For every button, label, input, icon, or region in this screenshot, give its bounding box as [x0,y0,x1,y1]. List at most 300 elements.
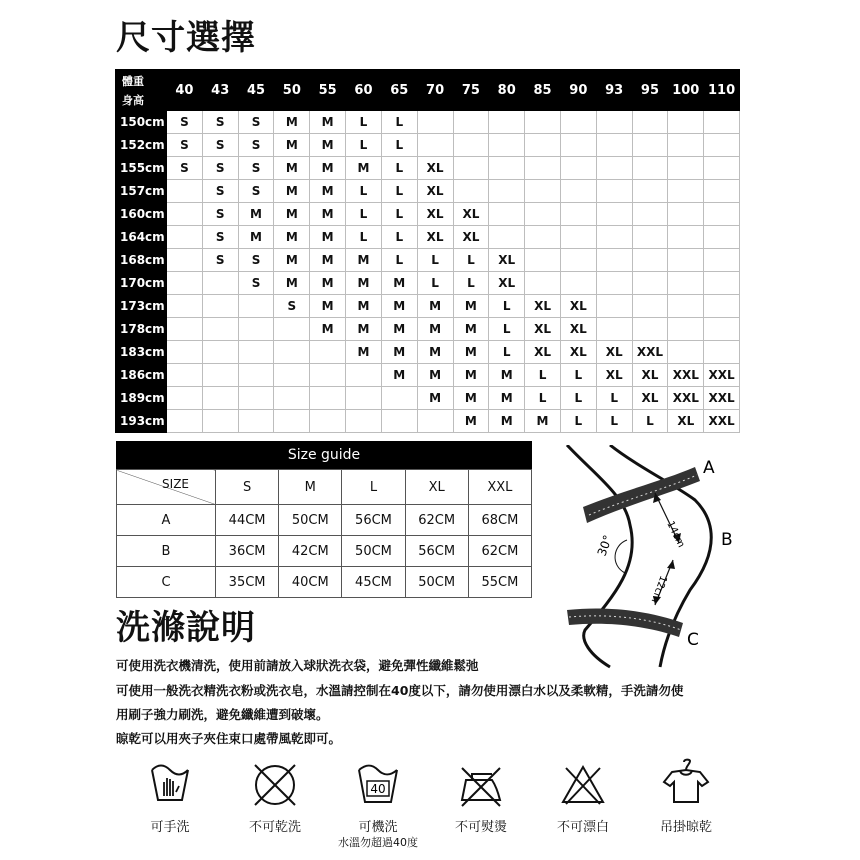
size-chart-row [116,134,740,157]
size-cell [668,295,704,318]
size-cell: M [346,295,382,318]
size-cell [489,111,525,134]
size-cell: XXL [668,364,704,387]
size-cell [668,341,704,364]
size-cell: M [417,341,453,364]
size-cell [346,387,382,410]
size-cell: L [417,272,453,295]
size-chart-row [116,364,740,387]
size-cell: S [238,111,274,134]
size-cell: M [381,341,417,364]
size-cell: M [417,318,453,341]
size-guide-cell: 56CM [342,505,405,536]
size-cell [238,364,274,387]
size-cell [274,387,310,410]
no-dry-clean-icon [252,762,298,808]
size-cell: M [310,180,346,203]
size-section-title: 尺寸選擇 [116,18,256,58]
size-cell [525,134,561,157]
size-guide-title: Size guide [116,441,532,469]
size-cell: XL [417,226,453,249]
size-chart-header-row [116,70,740,111]
size-chart-row [116,318,740,341]
size-cell [310,387,346,410]
size-cell [596,318,632,341]
height-row-header: 183cm [116,341,167,364]
size-cell [202,387,238,410]
size-cell: XXL [704,364,740,387]
size-cell [668,272,704,295]
size-cell [560,134,596,157]
height-row-header: 193cm [116,410,167,433]
size-cell [453,134,489,157]
size-cell [381,387,417,410]
size-cell: S [167,157,203,180]
size-cell [704,203,740,226]
size-cell [525,203,561,226]
size-cell: M [274,272,310,295]
size-cell [489,180,525,203]
size-guide-col-header: S [216,470,279,505]
size-guide-cell: 62CM [405,505,468,536]
size-guide-cell: 40CM [279,567,342,598]
size-cell [668,203,704,226]
size-cell: S [202,134,238,157]
size-cell: M [274,157,310,180]
size-cell [381,410,417,433]
size-cell [167,341,203,364]
size-cell [596,249,632,272]
size-cell: M [274,111,310,134]
size-cell [704,134,740,157]
size-guide-cell: 62CM [468,536,531,567]
size-cell [632,226,668,249]
care-label-no-dry-clean: 不可乾洗 [248,820,301,835]
size-guide-table [116,441,532,598]
size-cell: M [310,111,346,134]
size-cell: S [274,295,310,318]
size-cell: M [489,364,525,387]
size-cell [668,226,704,249]
size-cell [202,318,238,341]
size-cell: M [489,410,525,433]
size-cell [632,272,668,295]
size-cell: XL [417,157,453,180]
size-cell: L [560,410,596,433]
size-cell: M [525,410,561,433]
size-cell: M [274,180,310,203]
size-cell: L [346,111,382,134]
size-guide-row [117,536,532,567]
size-cell: XL [632,364,668,387]
size-cell: XL [632,387,668,410]
size-cell: XL [525,341,561,364]
size-cell [668,318,704,341]
size-cell [632,295,668,318]
size-chart-row [116,180,740,203]
weight-col-header: 100 [668,70,704,111]
size-cell: XXL [668,387,704,410]
size-cell: M [310,272,346,295]
size-cell [238,295,274,318]
size-cell: S [202,203,238,226]
size-cell: L [489,341,525,364]
size-cell [167,387,203,410]
size-cell [167,272,203,295]
size-guide-cell: 44CM [216,505,279,536]
size-guide-row [117,505,532,536]
size-cell [167,180,203,203]
size-cell: S [238,272,274,295]
size-cell [167,318,203,341]
size-cell [704,272,740,295]
size-cell: M [346,157,382,180]
size-cell: L [346,134,382,157]
size-cell: M [310,295,346,318]
weight-col-header: 40 [167,70,203,111]
size-cell [704,341,740,364]
height-row-header: 150cm [116,111,167,134]
no-bleach-icon [560,762,606,808]
size-cell: S [202,180,238,203]
height-row-header: 170cm [116,272,167,295]
size-guide-cell: 68CM [468,505,531,536]
size-cell [417,111,453,134]
size-cell: XXL [704,410,740,433]
size-cell: XL [525,295,561,318]
size-cell [167,249,203,272]
size-guide-col-header: M [279,470,342,505]
weight-col-header: 55 [310,70,346,111]
size-cell: M [274,249,310,272]
size-cell [560,226,596,249]
size-cell: XL [560,295,596,318]
size-cell: XL [596,341,632,364]
size-cell: M [238,226,274,249]
size-cell: L [417,249,453,272]
size-cell: S [167,134,203,157]
size-cell [274,410,310,433]
size-cell: M [346,318,382,341]
machine-wash-40-icon [356,762,400,806]
size-cell [489,203,525,226]
wash-line-3: 用刷子強力刷洗，避免纖維遭到破壞。 [116,707,329,722]
size-cell [668,249,704,272]
size-cell: L [346,226,382,249]
size-cell: M [453,318,489,341]
size-cell [596,295,632,318]
size-cell: L [381,180,417,203]
weight-col-header: 90 [560,70,596,111]
size-cell: L [346,180,382,203]
size-cell: M [274,134,310,157]
height-row-header: 189cm [116,387,167,410]
size-cell [525,226,561,249]
height-row-header: 164cm [116,226,167,249]
size-cell [453,157,489,180]
size-cell: L [560,364,596,387]
size-chart-row [116,203,740,226]
size-chart-row [116,157,740,180]
size-cell: L [381,157,417,180]
hand-wash-icon [148,762,192,806]
size-chart-row [116,295,740,318]
size-cell: M [274,203,310,226]
size-cell [632,180,668,203]
size-cell: M [453,364,489,387]
size-cell [346,410,382,433]
size-guide-cell: 45CM [342,567,405,598]
size-cell: L [381,134,417,157]
wash-temp-label: 40 [370,782,386,796]
size-cell [525,180,561,203]
size-cell [560,111,596,134]
size-cell [167,226,203,249]
size-cell [632,111,668,134]
wash-line-2: 可使用一般洗衣精洗衣粉或洗衣皂，水溫請控制在40度以下，請勿使用漂白水以及柔軟精，手洗請勿使 [116,683,684,698]
size-cell [668,180,704,203]
size-cell: L [632,410,668,433]
size-cell [560,180,596,203]
size-guide-corner [117,470,216,505]
size-cell: L [381,226,417,249]
size-cell: M [310,226,346,249]
size-cell [668,134,704,157]
size-cell [704,318,740,341]
wash-line-4: 晾乾可以用夾子夾住束口處帶風乾即可。 [116,731,342,746]
size-cell: S [202,226,238,249]
measure-band-a [583,467,700,523]
size-cell: M [381,364,417,387]
size-cell: XXL [632,341,668,364]
weight-col-header: 60 [346,70,382,111]
size-guide-cell: 35CM [216,567,279,598]
size-cell [202,272,238,295]
size-chart-row [116,111,740,134]
size-cell: M [274,226,310,249]
weight-col-header: 95 [632,70,668,111]
angle-label: 30° [594,533,616,559]
size-guide-row-label: A [117,505,216,536]
size-cell [167,295,203,318]
height-row-header: 152cm [116,134,167,157]
size-cell: M [346,272,382,295]
size-cell: M [381,318,417,341]
size-cell [238,318,274,341]
leg-sleeve-diagram [555,445,755,675]
size-cell: M [381,272,417,295]
size-guide-col-header: XXL [468,470,531,505]
size-cell: XL [489,249,525,272]
lower-length-label: 12cm [648,573,669,605]
size-cell: XL [453,203,489,226]
size-cell [238,410,274,433]
size-cell: M [417,387,453,410]
size-cell [704,226,740,249]
size-cell [202,364,238,387]
size-guide-col-header: L [342,470,405,505]
size-cell: S [202,157,238,180]
size-cell [704,180,740,203]
size-cell: M [310,157,346,180]
size-cell: L [346,203,382,226]
size-cell [238,341,274,364]
weight-col-header: 75 [453,70,489,111]
size-cell: XL [668,410,704,433]
weight-col-header: 45 [238,70,274,111]
wash-section-title: 洗滌說明 [116,608,256,648]
size-cell [596,157,632,180]
size-cell [310,364,346,387]
size-chart-row [116,410,740,433]
size-cell [596,134,632,157]
size-cell: M [346,341,382,364]
height-row-header: 173cm [116,295,167,318]
height-row-header: 168cm [116,249,167,272]
size-cell: L [453,249,489,272]
care-label-machine-wash: 可機洗 [358,820,398,835]
size-cell [632,157,668,180]
size-cell [274,364,310,387]
size-cell: S [238,134,274,157]
wash-line-1: 可使用洗衣機清洗，使用前請放入球狀洗衣袋，避免彈性纖維鬆弛 [116,658,479,673]
size-chart-row [116,341,740,364]
label-b: B [721,530,733,550]
size-cell: XL [489,272,525,295]
size-cell: M [310,134,346,157]
size-cell [274,318,310,341]
size-cell: M [417,295,453,318]
size-guide-cell: 50CM [279,505,342,536]
size-cell: L [525,364,561,387]
size-cell: XXL [704,387,740,410]
size-cell [167,203,203,226]
size-cell [310,410,346,433]
size-cell [704,111,740,134]
size-cell [596,180,632,203]
size-cell [310,341,346,364]
weight-col-header: 85 [525,70,561,111]
size-cell [453,180,489,203]
size-cell [238,387,274,410]
size-cell: M [453,410,489,433]
size-cell [202,295,238,318]
size-cell [632,203,668,226]
size-guide-cell: 42CM [279,536,342,567]
care-sublabel-machine-wash: 水溫勿超過40度 [338,836,418,849]
size-chart-row [116,387,740,410]
size-cell: M [346,249,382,272]
size-cell [704,295,740,318]
weight-col-header: 80 [489,70,525,111]
size-guide-corner-label: SIZE [162,477,189,491]
size-chart-row [116,226,740,249]
size-cell [704,157,740,180]
care-label-hand-wash: 可手洗 [150,820,190,835]
size-cell [596,111,632,134]
size-cell [489,157,525,180]
size-cell: M [453,341,489,364]
size-cell [525,111,561,134]
size-guide-header-row [117,470,532,505]
size-cell: M [310,249,346,272]
angle-arc [615,540,627,573]
size-cell: XL [453,226,489,249]
size-guide-col-header: XL [405,470,468,505]
size-guide-cell: 56CM [405,536,468,567]
size-cell: S [202,111,238,134]
size-cell [167,364,203,387]
size-cell [632,249,668,272]
size-cell [489,134,525,157]
size-cell: L [489,295,525,318]
weight-col-header: 50 [274,70,310,111]
size-chart-table [115,69,740,433]
size-cell [560,272,596,295]
size-cell [668,111,704,134]
size-cell [525,157,561,180]
size-cell: M [417,364,453,387]
size-cell [346,364,382,387]
size-chart-row [116,249,740,272]
size-cell: M [453,387,489,410]
size-cell [525,272,561,295]
size-cell: M [310,203,346,226]
size-chart-row [116,272,740,295]
label-a: A [703,458,715,478]
size-cell [668,157,704,180]
weight-col-header: 110 [704,70,740,111]
size-cell [596,203,632,226]
size-cell [453,111,489,134]
size-cell: S [167,111,203,134]
height-row-header: 186cm [116,364,167,387]
care-label-no-iron: 不可熨燙 [454,820,507,835]
size-guide-cell: 50CM [342,536,405,567]
size-cell [417,134,453,157]
size-cell: XL [560,341,596,364]
size-cell [596,272,632,295]
size-cell: S [202,249,238,272]
size-cell [632,318,668,341]
size-cell [202,410,238,433]
size-cell [489,226,525,249]
size-cell [525,249,561,272]
size-guide-cell: 36CM [216,536,279,567]
size-guide-cell: 50CM [405,567,468,598]
size-cell [596,226,632,249]
height-row-header: 178cm [116,318,167,341]
size-cell: XL [417,203,453,226]
care-label-no-bleach: 不可漂白 [556,820,609,835]
size-cell: S [238,157,274,180]
size-cell [167,410,203,433]
size-cell [417,410,453,433]
size-cell: L [596,387,632,410]
size-cell: M [310,318,346,341]
size-cell: L [525,387,561,410]
size-cell: L [489,318,525,341]
size-cell: L [596,410,632,433]
size-cell [202,341,238,364]
size-guide-row-label: B [117,536,216,567]
size-cell: S [238,249,274,272]
height-label: 身高 [122,94,144,107]
size-guide-cell: 55CM [468,567,531,598]
weight-col-header: 93 [596,70,632,111]
size-cell: L [381,249,417,272]
care-label-hang-dry: 吊掛晾乾 [659,820,712,835]
